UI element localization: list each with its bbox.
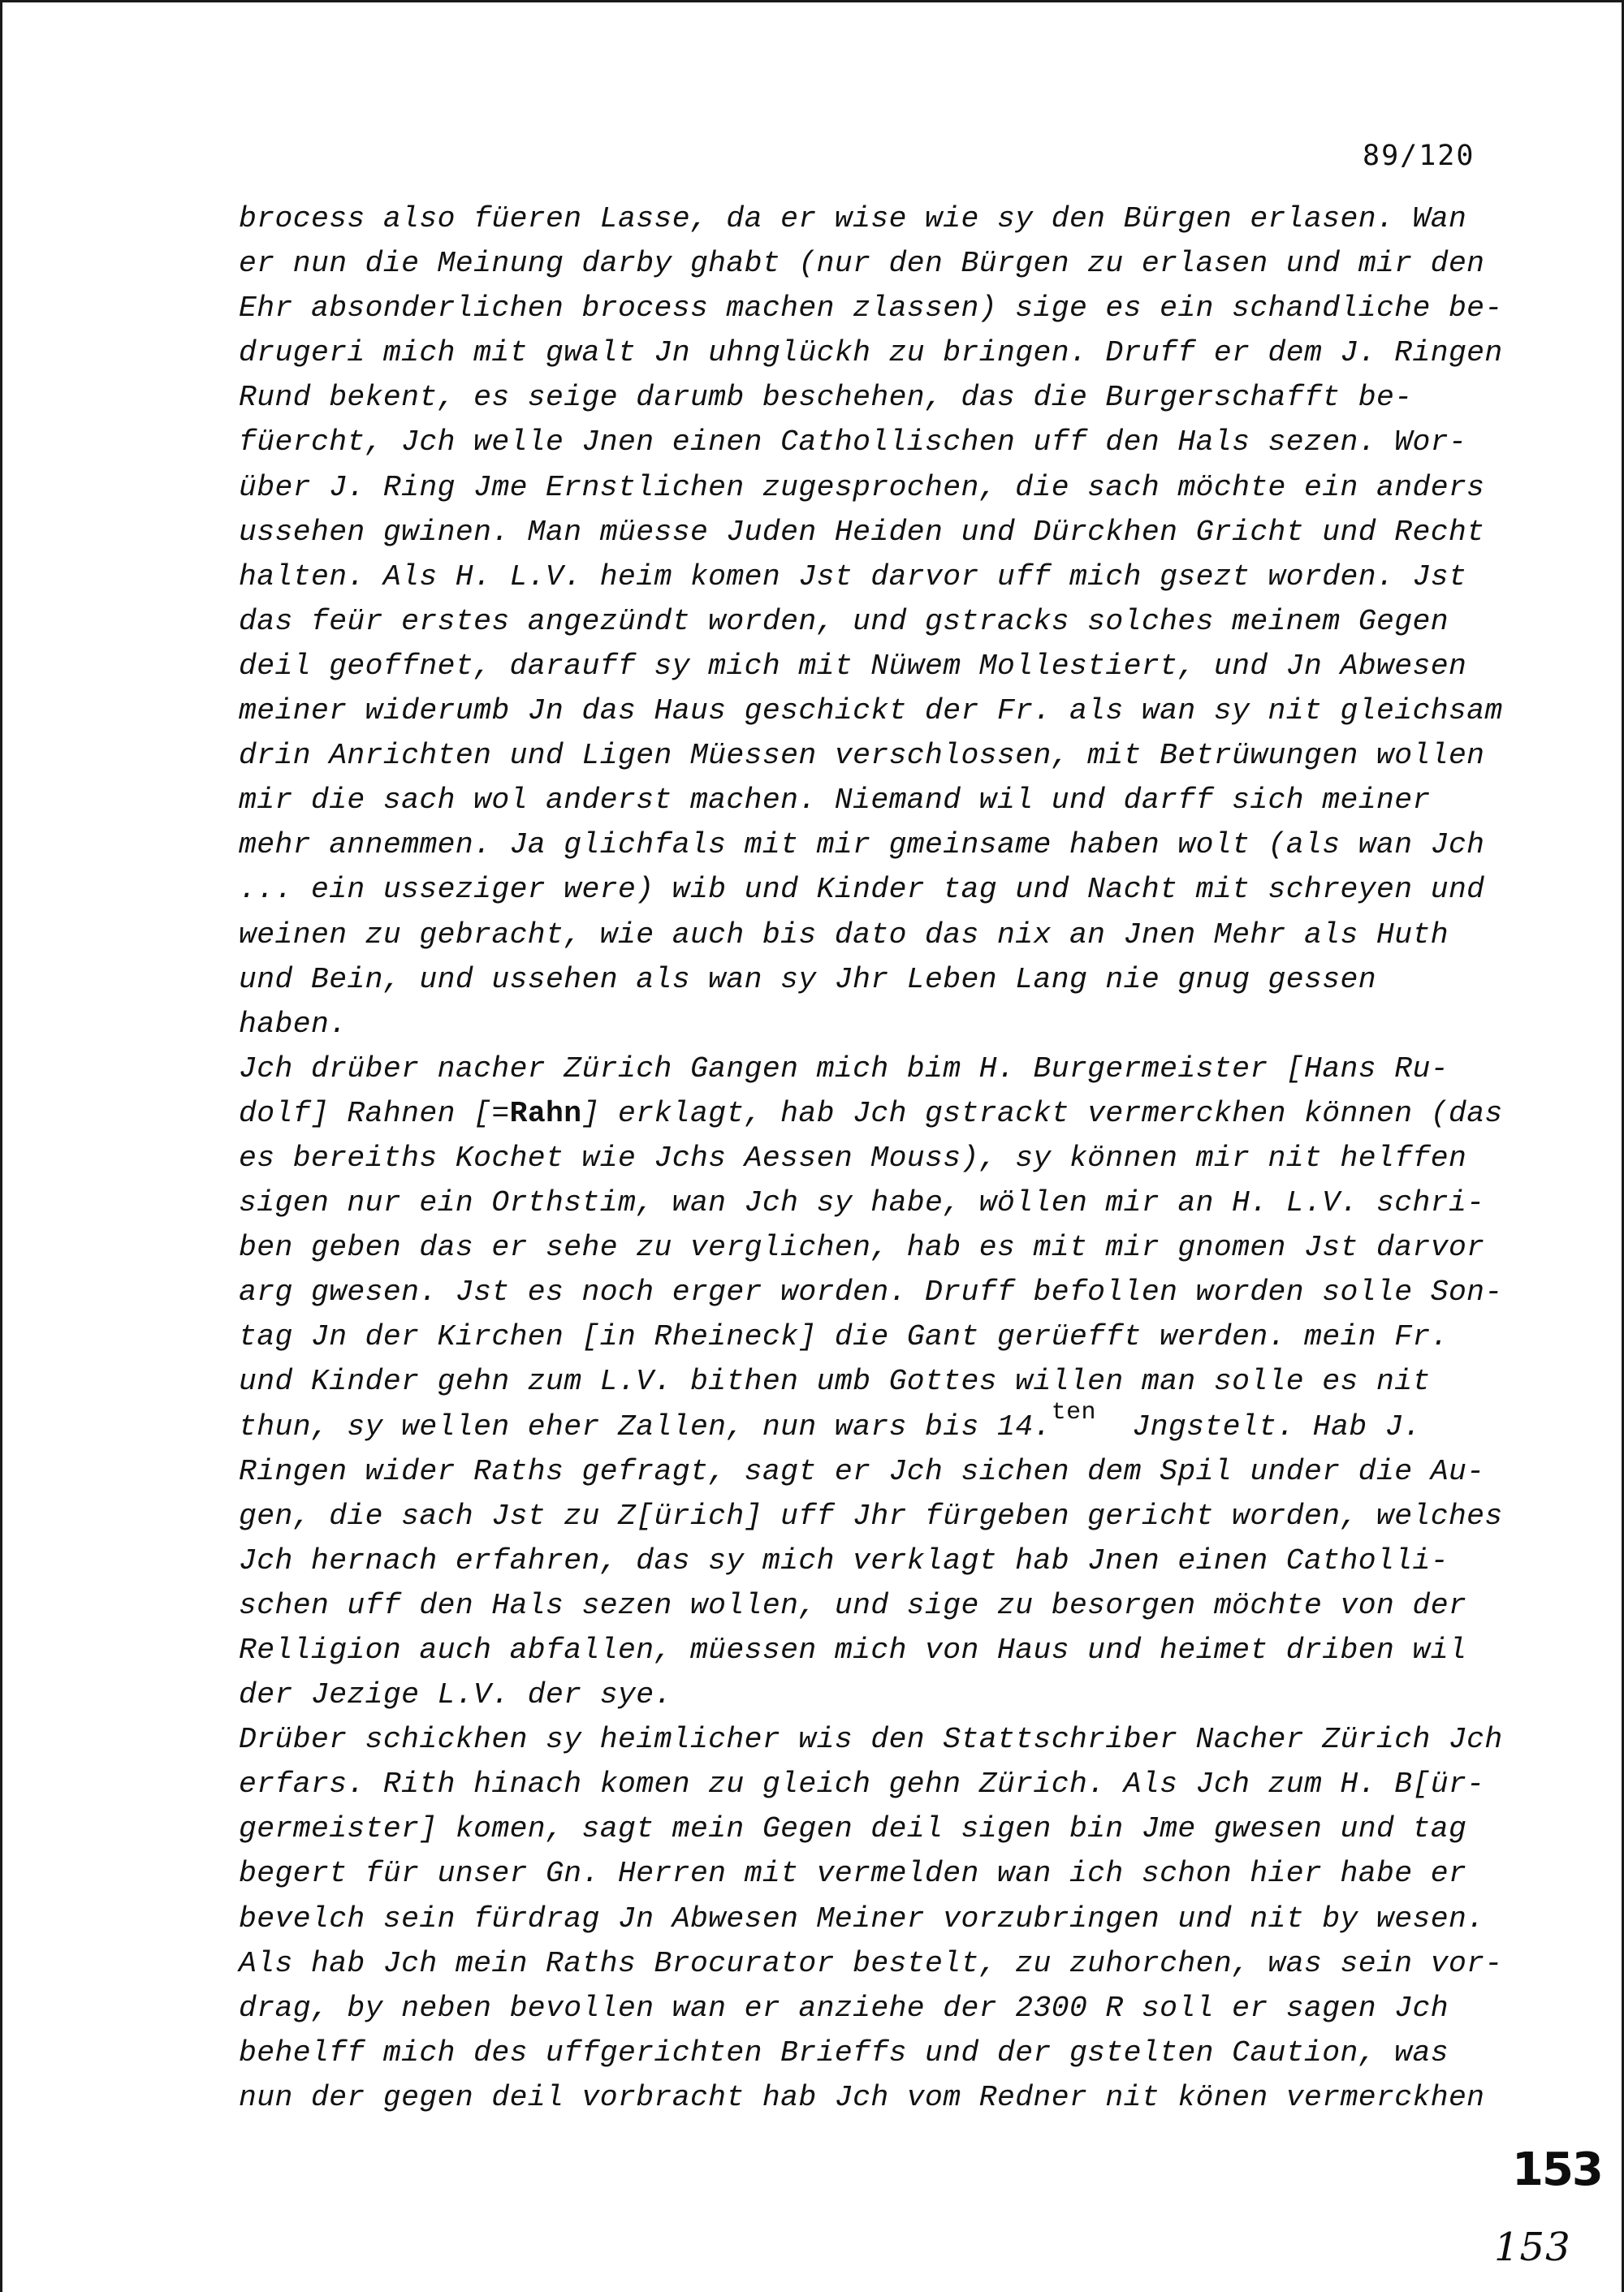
text-line: Rund bekent, es seige darumb beschehen, das die Burgerschafft be- (239, 381, 1413, 415)
text-line: der Jezige L.V. der sye. (239, 1678, 672, 1712)
text-line: gen, die sach Jst zu Z[ürich] uff Jhr fürgeben gericht worden, welches (239, 1499, 1503, 1533)
text-line: deil geoffnet, darauff sy mich mit Nüwem Mollestiert, und Jn Abwesen (239, 649, 1467, 683)
scan-border-left (0, 0, 2, 2292)
line-segment: thun, sy wellen eher Zallen, nun wars bis 14. (239, 1409, 1052, 1444)
text-line (239, 2120, 1489, 2165)
text-line: Jch hernach erfahren, das sy mich verklagt hab Jnen einen Catholli- (239, 1543, 1449, 1578)
text-line: mehr annemmen. Ja glichfals mit mir gmeinsame haben wolt (als wan Jch (239, 828, 1485, 862)
text-line: weinen zu gebracht, wie auch bis dato das nix an Jnen Mehr als Huth (239, 917, 1449, 952)
text-line: begert für unser Gn. Herren mit vermelden wan ich schon hier habe er (239, 1857, 1467, 1891)
line-segment: ] erklagt, hab Jch gstrackt vermerckhen können (das (581, 1096, 1503, 1130)
text-line: drugeri mich mit gwalt Jn uhnglückh zu bringen. Druff er dem J. Ringen (239, 336, 1503, 370)
text-line: arg gwesen. Jst es noch erger worden. Druff befollen worden solle Son- (239, 1275, 1503, 1310)
text-line: erfars. Rith hinach komen zu gleich gehn Zürich. Als Jch zum H. B[ür- (239, 1768, 1485, 1802)
text-line: Relligion auch abfallen, müessen mich von Haus und heimet driben wil (239, 1634, 1467, 1667)
text-line: bevelch sein fürdrag Jn Abwesen Meiner vorzubringen und nit by wesen. (239, 1901, 1485, 1936)
text-line: ben geben das er sehe zu verglichen, hab es mit mir gnomen Jst darvor (239, 1231, 1485, 1265)
text-line: Drüber schickhen sy heimlicher wis den Stattschriber Nacher Zürich Jch (239, 1723, 1503, 1757)
text-line: meiner widerumb Jn das Haus geschickt der Fr. als wan sy nit gleichsam (239, 694, 1503, 728)
text-line: schen uff den Hals sezen wollen, und sige zu besorgen möchte von der (239, 1588, 1467, 1622)
text-line: germeister] komen, sagt mein Gegen deil sigen bin Jme gwesen und tag (239, 1812, 1467, 1846)
text-line: er nun die Meinung darby ghabt (nur den Bürgen zu erlasen und mir den (239, 247, 1485, 281)
text-line: das feür erstes angezündt worden, und gstracks solches meinem Gegen (239, 604, 1449, 638)
text-line: und Bein, und ussehen als wan sy Jhr Leben Lang nie gnug gessen (239, 962, 1376, 996)
text-line: Jch drüber nacher Zürich Gangen mich bim H. Burgermeister [Hans Ru- (239, 1051, 1449, 1086)
text-line: tag Jn der Kirchen [in Rheineck] die Gant gerüefft werden. mein Fr. (239, 1320, 1449, 1354)
text-line: füercht, Jch welle Jnen einen Cathollischen uff den Hals sezen. Wor- (239, 425, 1467, 460)
superscript-ten: ten (1051, 1398, 1096, 1427)
text-line: ussehen gwinen. Man müesse Juden Heiden und Dürckhen Gricht und Recht (239, 515, 1485, 549)
text-line: Ringen wider Raths gefragt, sagt er Jch sichen dem Spil under die Au- (239, 1454, 1485, 1488)
line-segment: dolf] Rahnen [= (239, 1096, 510, 1130)
text-line: mir die sach wol anderst machen. Niemand wil und darff sich meiner (239, 783, 1431, 818)
text-line: es bereiths Kochet wie Jchs Aessen Mouss), sy können mir nit helffen (239, 1141, 1467, 1175)
text-line: haben. (239, 1007, 348, 1041)
text-line: über J. Ring Jme Ernstlichen zugesprochen, die sach möchte ein anders (239, 470, 1485, 504)
text-line (239, 1091, 1503, 1136)
line-segment: Jngstelt. Hab J. (1095, 1409, 1422, 1444)
archive-stamp-number: 153 (1512, 2143, 1602, 2196)
text-line: und Kinder gehn zum L.V. bithen umb Gottes willen man solle es nit (239, 1365, 1431, 1399)
pencil-folio-number: 153 (1494, 2225, 1571, 2270)
text-line: drag, by neben bevollen wan er anziehe der 2300 R soll er sagen Jch (239, 1991, 1449, 2025)
transcription-body (239, 196, 1503, 2165)
page-reference: 89/120 (1363, 140, 1475, 172)
bold-name-rahn: Rahn (509, 1096, 582, 1130)
text-line (239, 1398, 1489, 1449)
text-line: Als hab Jch mein Raths Brocurator bestelt, zu zuhorchen, was sein vor- (239, 1946, 1503, 1980)
text-line: sigen nur ein Orthstim, wan Jch sy habe, wöllen mir an H. L.V. schri- (239, 1186, 1485, 1220)
scan-border-top (0, 0, 1624, 2)
text-line: nun der gegen deil vorbracht hab Jch vom Redner nit könen vermerckhen (239, 2080, 1485, 2114)
text-line: behelff mich des uffgerichten Brieffs und der gstelten Caution, was (239, 2035, 1449, 2070)
text-line: drin Anrichten und Ligen Müessen verschlossen, mit Betrüwungen wollen (239, 739, 1485, 773)
text-line: halten. Als H. L.V. heim komen Jst darvor uff mich gsezt worden. Jst (239, 559, 1467, 594)
text-line: ... ein usseziger were) wib und Kinder tag und Nacht mit schreyen und (239, 873, 1485, 907)
text-line: Ehr absonderlichen brocess machen zlassen) sige es ein schandliche be- (239, 291, 1503, 326)
text-line: brocess also füeren Lasse, da er wise wie sy den Bürgen erlasen. Wan (239, 202, 1467, 235)
